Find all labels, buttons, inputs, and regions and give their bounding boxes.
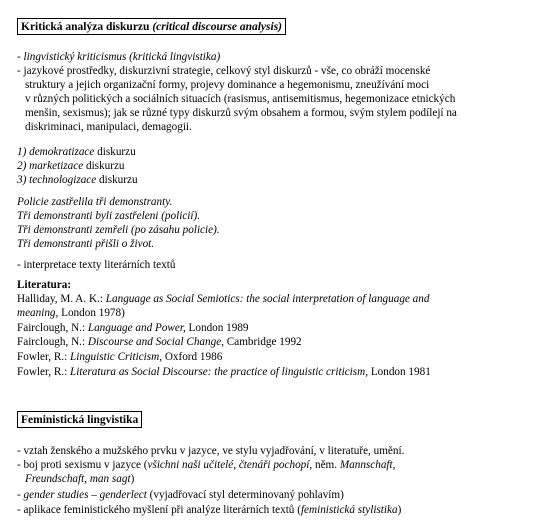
- bullet-interpretace: - interpretace texty literárních textů: [17, 259, 176, 271]
- example-sentence: Policie zastřelila tři demonstranty.: [17, 196, 173, 208]
- bullet-line: v různých politických a sociálních situacích (rasismus, antisemitismus, hegemonizace etnických: [25, 93, 456, 105]
- text-span: London 1989: [185, 322, 249, 334]
- text-span: Language as Social Semiotics: the social interpretation of language and: [105, 293, 430, 305]
- section-heading-critical-discourse: [17, 18, 286, 35]
- text-span: 1): [17, 146, 30, 158]
- bullet-lingvisticky-kriticismus: [17, 50, 220, 64]
- text-span: ): [397, 504, 402, 516]
- text-span: Fowler, R.:: [17, 351, 71, 363]
- text-span: feministická stylistika: [300, 504, 398, 516]
- text-span: - aplikace feministického myšlení při analýze literárních textů (: [17, 504, 301, 516]
- bullet-line: [17, 458, 395, 472]
- literature-item: [17, 292, 429, 306]
- text-span: Oxford 1986: [162, 351, 223, 363]
- text-span: 2): [17, 160, 30, 172]
- bullet-line: diskriminaci, manipulaci, demagogii.: [25, 121, 192, 133]
- text-span: Literatura as Social Discourse: the practice of linguistic criticism,: [70, 366, 369, 378]
- text-span: Fairclough, N.:: [17, 322, 88, 334]
- text-span: Halliday, M. A. K.:: [17, 293, 106, 305]
- example-sentence: Tři demonstranti byli zastřeleni (policií).: [17, 210, 201, 222]
- bullet-line: struktury a jejich organizační formy, projevy dominance a hegemonismu, zneužívání moci: [25, 79, 430, 91]
- text-span: diskurzu: [83, 160, 125, 172]
- text-span: Freundschaft, man sagt: [25, 473, 131, 485]
- numbered-item: [17, 159, 125, 173]
- literature-item: [17, 335, 302, 349]
- text-span: marketizace: [29, 160, 84, 172]
- numbered-item: [17, 173, 138, 187]
- text-span: - boj proti sexismu v jazyce (: [17, 459, 148, 471]
- text-span: meaning,: [17, 307, 59, 319]
- text-span: demokratizace: [29, 146, 95, 158]
- text-span: (vyjadřovací styl determinovaný pohlavím): [146, 489, 344, 501]
- text-span: technologizace: [29, 174, 97, 186]
- bullet-line: - vztah ženského a mužského prvku v jazyce, ve stylu vyjadřování, v literatuře, umění.: [17, 445, 405, 457]
- text-span: diskurzu: [94, 146, 136, 158]
- literature-item: [17, 321, 249, 335]
- text-span: diskurzu: [96, 174, 138, 186]
- text-span: něm.: [312, 459, 340, 471]
- bullet-line: [17, 503, 401, 517]
- example-sentence: Tři demonstranti zemřeli (po zásahu policie).: [17, 224, 220, 236]
- numbered-item: [17, 145, 136, 159]
- text-span: - lingvistický kriticismus: [17, 51, 130, 63]
- heading-main: Kritická analýza diskurzu: [21, 21, 150, 33]
- text-span: London 1978): [58, 307, 125, 319]
- text-span: 3): [17, 174, 30, 186]
- text-span: Mannschaft,: [339, 459, 396, 471]
- literature-item: [17, 350, 222, 364]
- bullet-line: - jazykové prostředky, diskurzivní strategie, celkový styl diskurzů - vše, co obráží mocenské: [17, 65, 431, 77]
- text-span: Linguistic Criticism,: [70, 351, 163, 363]
- text-span: - gender studies – genderlect: [17, 489, 147, 501]
- text-span: (kritická lingvistika): [129, 51, 221, 63]
- heading-text: Feministická lingvistika: [21, 414, 139, 426]
- text-span: ): [130, 473, 135, 485]
- bullet-line: menšin, sexismus); jak se různé typy diskurzů svým obsahem a formou, svým stylem podílejí na: [25, 107, 457, 119]
- literature-heading: Literatura:: [17, 279, 72, 291]
- heading-paren: (critical discourse analysis): [152, 21, 283, 33]
- literature-item: [17, 365, 431, 379]
- bullet-line: [17, 472, 134, 486]
- text-span: Language and Power,: [87, 322, 186, 334]
- text-span: všichni naši učitelé, čtenáři pochopí,: [147, 459, 313, 471]
- text-span: Cambridge 1992: [223, 336, 302, 348]
- section-heading-feminist-linguistics: [17, 411, 142, 428]
- text-span: Discourse and Social Change,: [87, 336, 224, 348]
- text-span: London 1981: [368, 366, 431, 378]
- text-span: Fowler, R.:: [17, 366, 71, 378]
- example-sentence: Tři demonstranti přišli o život.: [17, 238, 155, 250]
- bullet-line: [17, 488, 344, 502]
- text-span: Fairclough, N.:: [17, 336, 88, 348]
- literature-item: [17, 306, 125, 320]
